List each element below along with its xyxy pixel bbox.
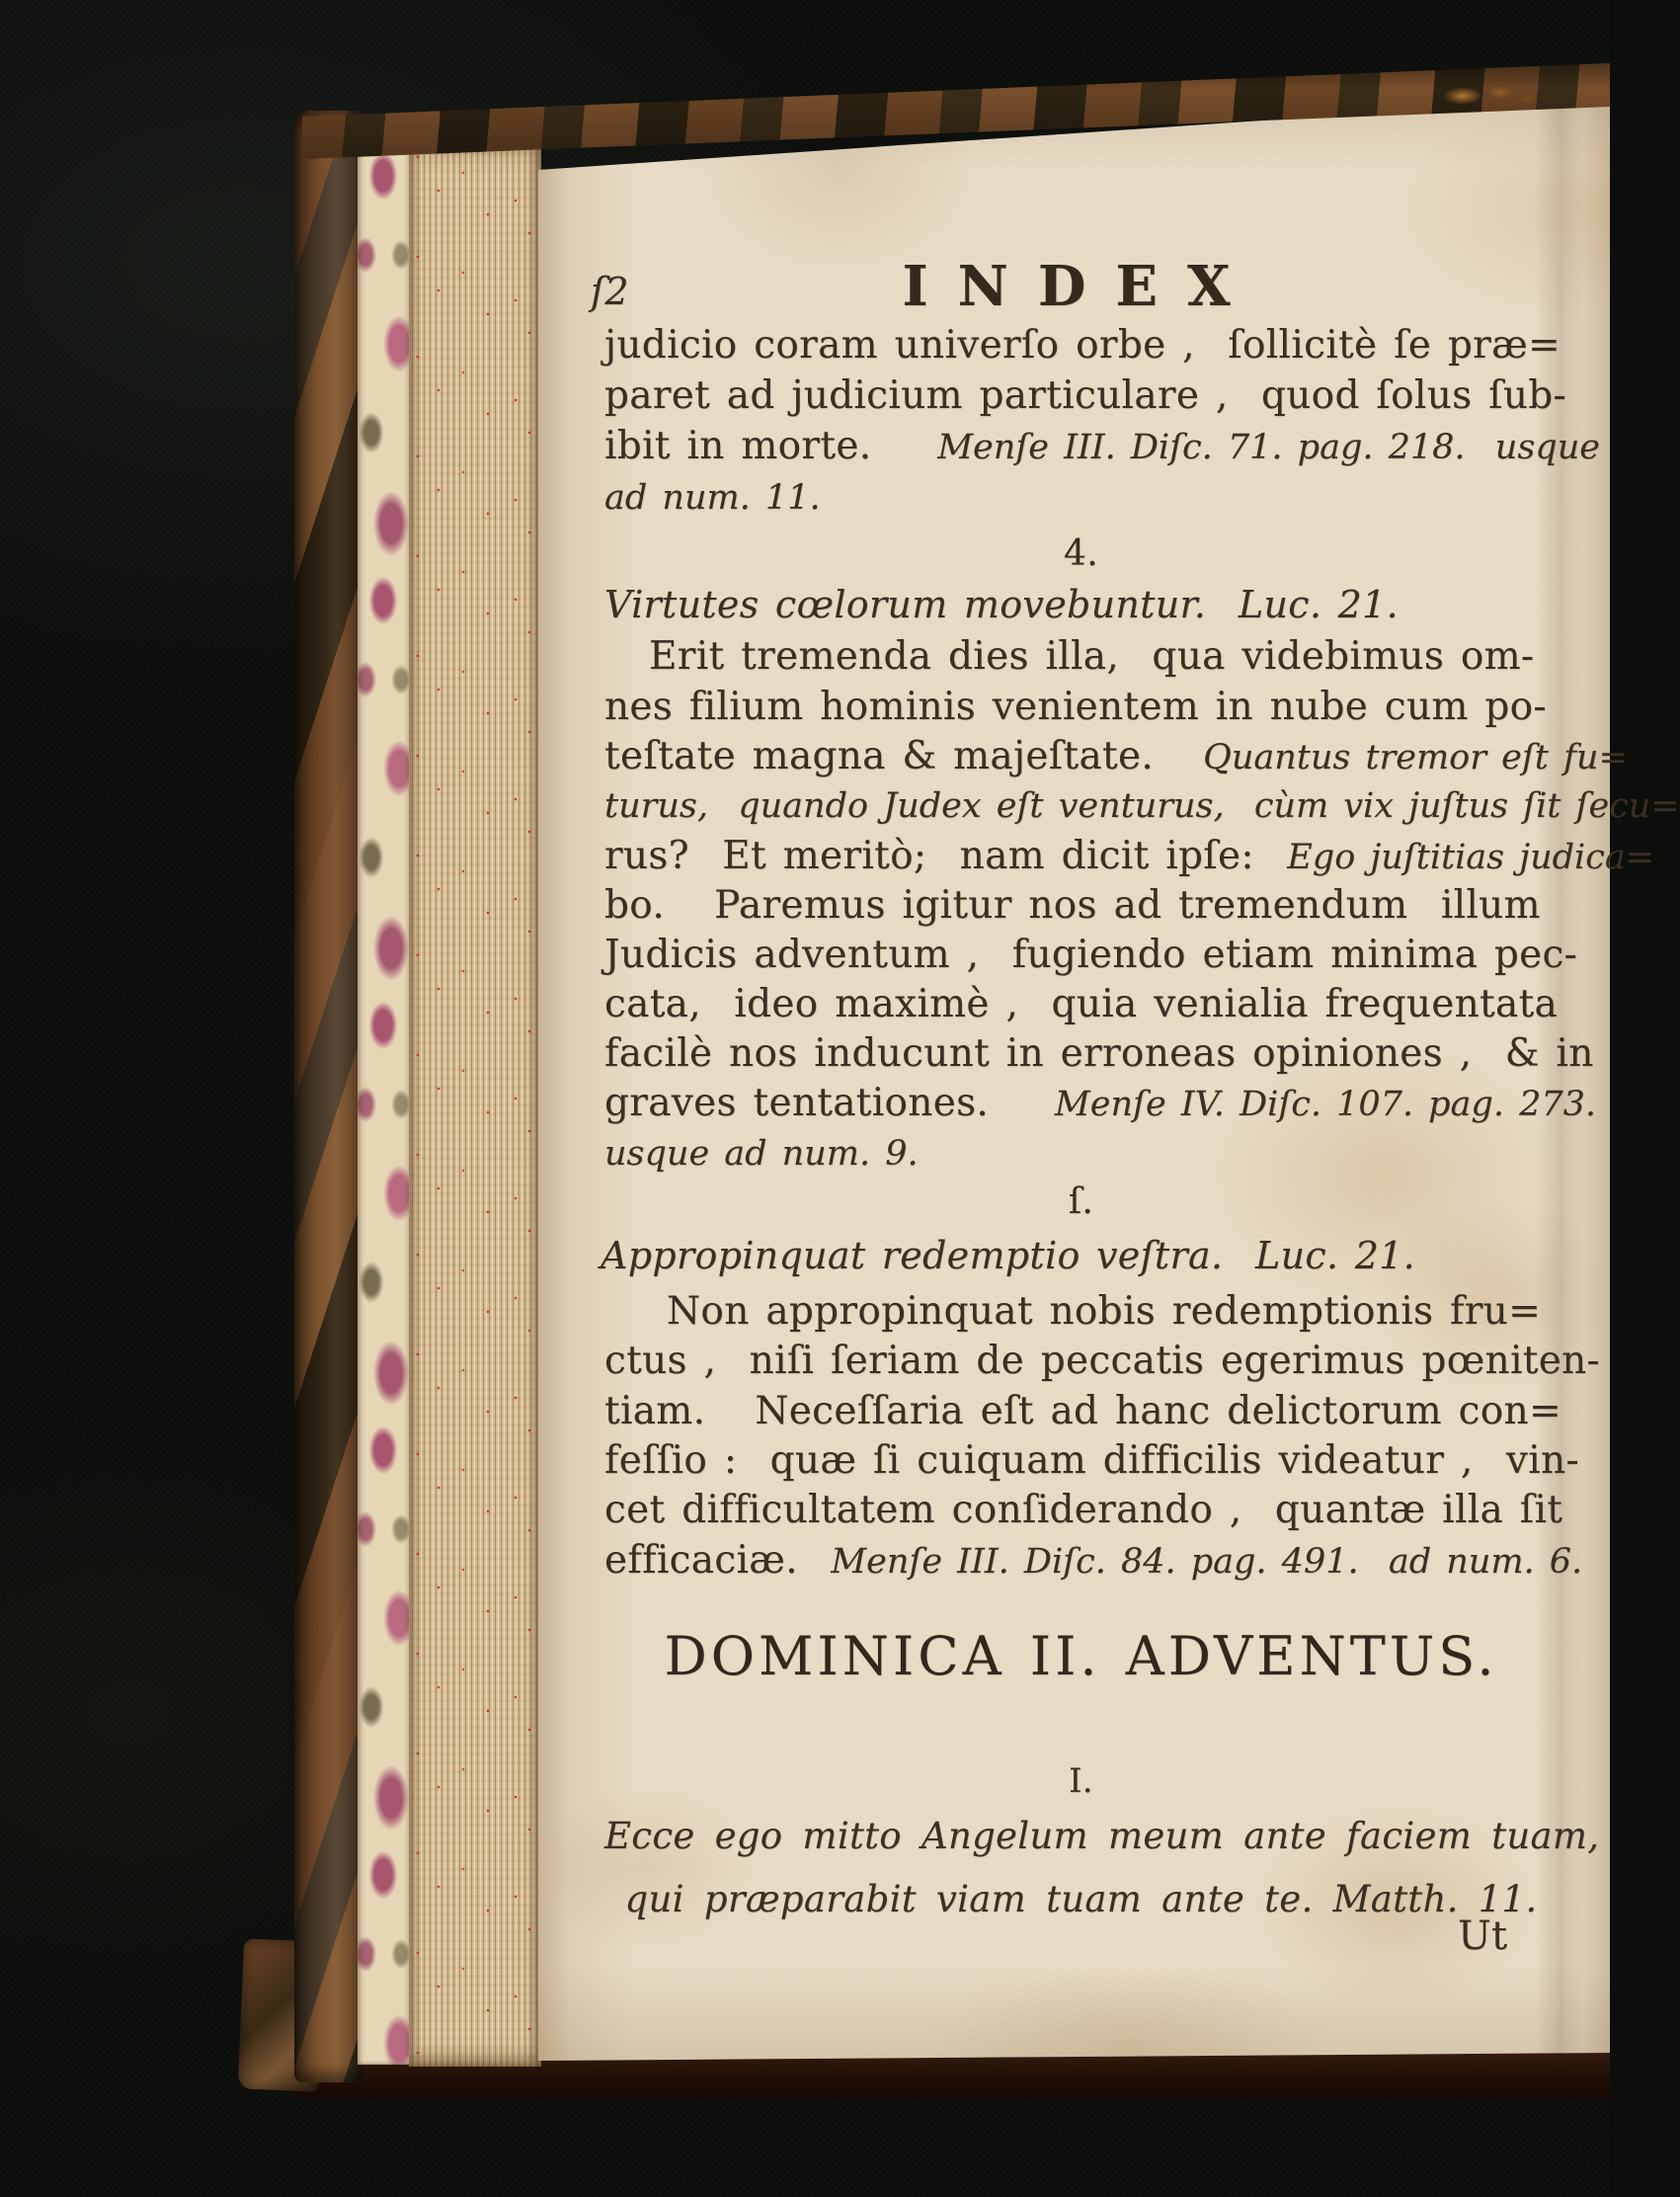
body-line	[604, 982, 1559, 1026]
reference-text: Menſe IV. Diſc. 107. pag. 273.	[1054, 1085, 1596, 1124]
body-line	[604, 734, 1628, 778]
scripture-text: qui præparabit viam tuam ante te. Matth. 11.	[624, 1878, 1538, 1920]
body-line	[604, 1538, 1583, 1583]
line-text: facilè nos inducunt in erroneas opiniones , & in	[604, 1031, 1594, 1076]
catchword-text: Ut	[1458, 1913, 1508, 1959]
reference-line	[604, 478, 821, 518]
body-line	[604, 1389, 1561, 1433]
entry-heading	[604, 583, 1399, 626]
line-text: paret ad judicium particulare , quod ſolus ſub-	[604, 373, 1567, 418]
body-line	[604, 1339, 1600, 1383]
line-text: teſtate magna & majeſtate.	[604, 734, 1204, 778]
running-title-text: INDEX	[902, 254, 1260, 319]
catchword	[1458, 1913, 1508, 1959]
line-text: Judicis adventum , fugiendo etiam minima pec-	[604, 933, 1578, 977]
body-line	[604, 685, 1547, 729]
body-line	[604, 1488, 1563, 1532]
running-title	[604, 254, 1558, 319]
scripture-text: Ecce ego mitto Angelum meum ante faciem tuam,	[604, 1815, 1600, 1857]
entry-heading-text: Virtutes cœlorum movebuntur. Luc. 21.	[604, 583, 1399, 626]
reference-text: Menſe III. Diſc. 84. pag. 491. ad num. 6.	[831, 1542, 1583, 1582]
body-line	[604, 323, 1561, 367]
page-number-text: ſ2	[591, 270, 629, 313]
body-line	[604, 933, 1578, 977]
section-number	[604, 533, 1558, 574]
line-text: bo. Paremus igitur nos ad tremendum illum	[604, 883, 1541, 928]
quote-text: Quantus tremor eſt fu=	[1203, 738, 1628, 777]
line-text: cata, ideo maximè , quia venialia frequentata	[604, 982, 1559, 1026]
reference-text: Menſe III. Diſc. 71. pag. 218. usque	[937, 428, 1600, 467]
quote-text: Ego juſtitias judica=	[1287, 838, 1655, 877]
entry-heading	[600, 1234, 1416, 1277]
entry-heading-text: Appropinquat redemptio veſtra. Luc. 21.	[600, 1234, 1416, 1277]
line-text: ibit in morte.	[604, 424, 938, 468]
line-text: ctus , niſi ſeriam de peccatis egerimus pœniten-	[604, 1339, 1600, 1383]
line-text: nes filium hominis venientem in nube cum po-	[604, 685, 1547, 729]
line-text: rus? Et meritò; nam dicit ipſe:	[604, 834, 1288, 878]
chapter-heading-text: DOMINICA II. ADVENTUS.	[664, 1625, 1498, 1687]
line-text: Erit tremenda dies illa, qua videbimus om-	[649, 634, 1535, 679]
line-text: efficaciæ.	[604, 1538, 832, 1583]
line-text: Non appropinquat nobis redemptionis fru=	[667, 1289, 1542, 1334]
body-line	[604, 834, 1655, 878]
quote-line	[604, 786, 1680, 826]
line-text: cet difficultatem conſiderando , quantæ illa ſit	[604, 1488, 1563, 1532]
body-line	[604, 1031, 1594, 1076]
section-number-text: ſ.	[1068, 1181, 1094, 1222]
chapter-section-numeral-text: I.	[1069, 1761, 1093, 1801]
line-text: tiam. Neceſſaria eſt ad hanc delictorum con=	[604, 1389, 1561, 1433]
line-text: feſſio : quæ ſi cuiquam difficilis videatur , vin-	[604, 1438, 1579, 1483]
body-line	[604, 1081, 1596, 1125]
body-line	[604, 424, 1600, 468]
line-text: graves tentationes.	[604, 1081, 1055, 1125]
reference-line	[604, 1134, 919, 1174]
reference-text: usque ad num. 9.	[604, 1134, 919, 1174]
body-line	[649, 634, 1535, 679]
chapter-section-numeral	[604, 1761, 1558, 1801]
body-line	[604, 373, 1567, 418]
body-line	[604, 1438, 1579, 1483]
reference-text: ad num. 11.	[604, 478, 821, 518]
section-number-text: 4.	[1064, 533, 1098, 574]
chapter-heading	[604, 1625, 1558, 1687]
line-text: judicio coram univerſo orbe , ſollicitè ſe præ=	[604, 323, 1561, 367]
section-number	[604, 1181, 1558, 1222]
scripture-line	[604, 1815, 1600, 1857]
body-line	[667, 1289, 1542, 1334]
scripture-line	[604, 1878, 1558, 1920]
body-line	[604, 883, 1541, 928]
quote-text: turus, quando Judex eſt venturus, cùm vix juſtus ſit ſecu=	[604, 786, 1680, 826]
